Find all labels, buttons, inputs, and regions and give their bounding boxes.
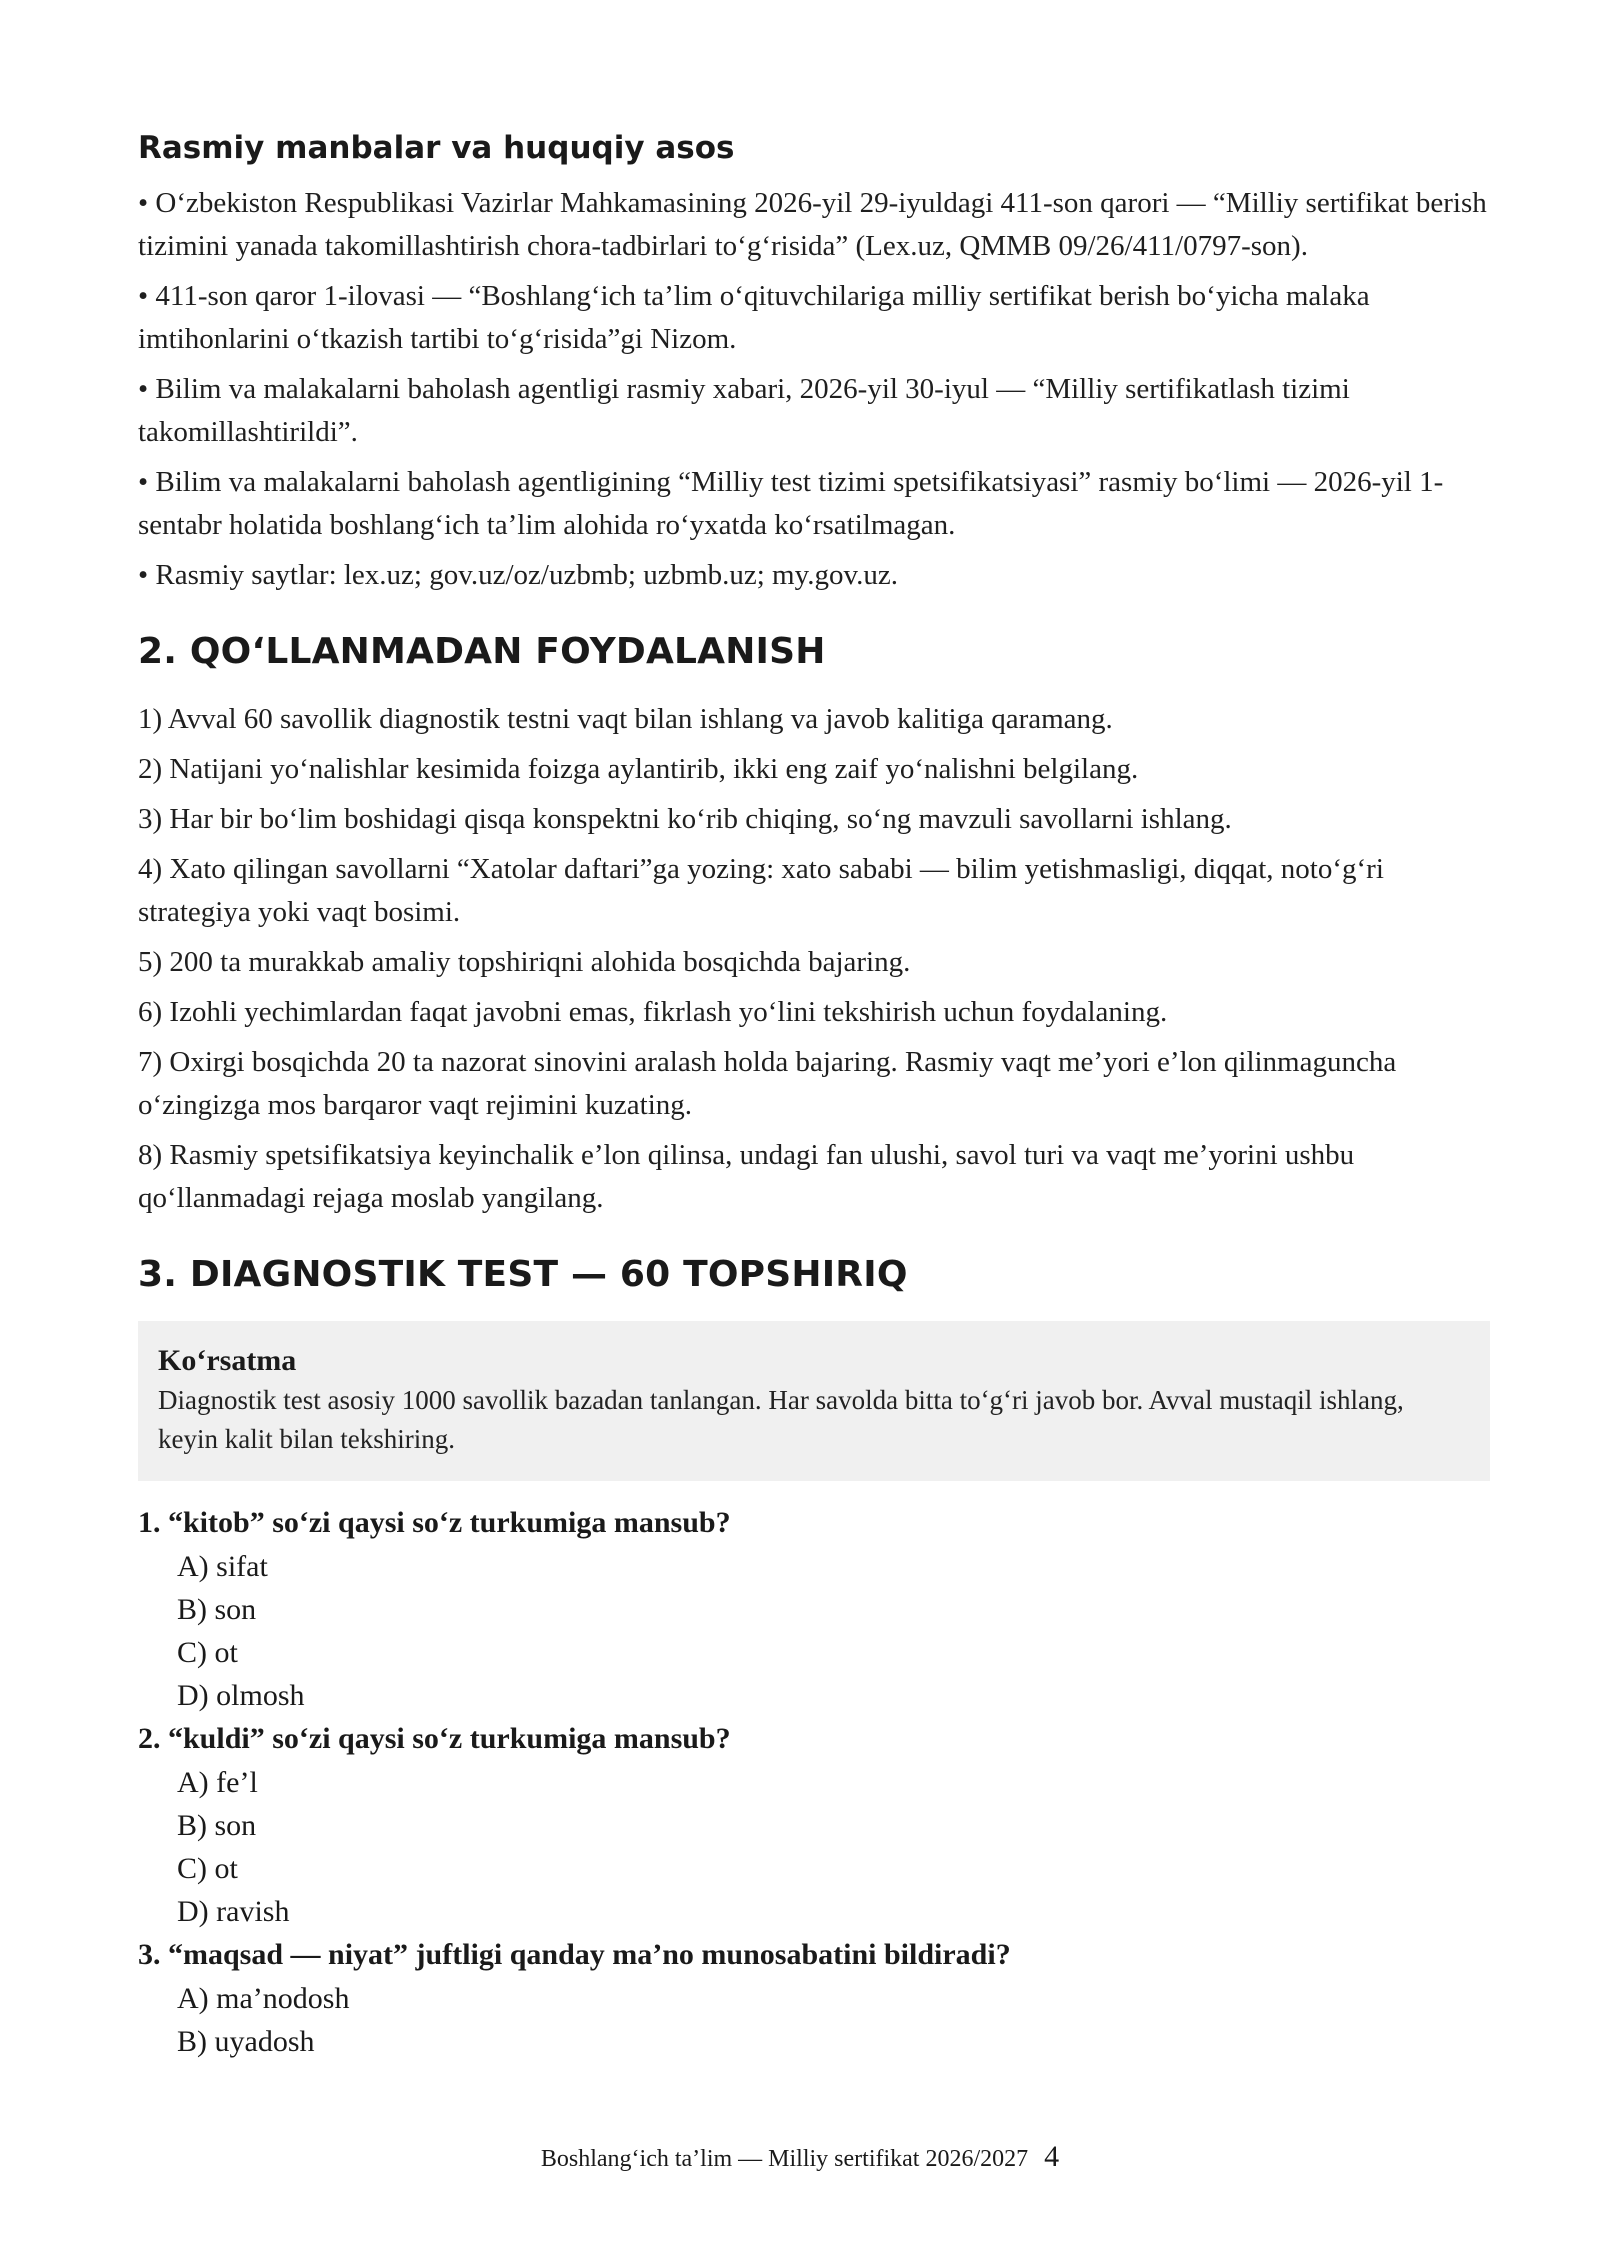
usage-step: 1) Avval 60 savollik diagnostik testni vaqt bilan ishlang va javob kalitiga qaramang.: [138, 703, 1113, 735]
question-block: [138, 1501, 1490, 1717]
instruction-title: Ko‘rsatma: [158, 1344, 297, 1377]
usage-step: 8) Rasmiy spetsifikatsiya keyinchalik e’lon qilinsa, undagi fan ulushi, savol turi va vaqt me’yorini ushbu qo‘llanmadagi rejaga moslab yangilang.: [138, 1139, 1355, 1214]
question-text: 1. “kitob” so‘zi qaysi so‘z turkumiga mansub?: [138, 1506, 731, 1539]
usage-step: 5) 200 ta murakkab amaliy topshiriqni alohida bosqichda bajaring.: [138, 946, 911, 978]
question-text: 3. “maqsad — niyat” juftligi qanday ma’no munosabatini bildiradi?: [138, 1938, 1011, 1971]
source-item: • Rasmiy saytlar: lex.uz; gov.uz/oz/uzbmb; uzbmb.uz; my.gov.uz.: [138, 559, 898, 591]
usage-section-heading: 2. QO‘LLANMADAN FOYDALANISH: [138, 631, 826, 672]
question-block: [138, 1933, 1490, 2063]
footer-text: Boshlang‘ich ta’lim — Milliy sertifikat 2026/2027: [540, 2146, 1029, 2172]
answer-option: B) son: [177, 1809, 257, 1842]
usage-step: 2) Natijani yo‘nalishlar kesimida foizga aylantirib, ikki eng zaif yo‘nalishni belgilang.: [138, 753, 1139, 785]
sources-heading: Rasmiy manbalar va huquqiy asos: [138, 130, 735, 166]
source-item: • 411-son qaror 1-ilovasi — “Boshlang‘ich ta’lim o‘qituvchilariga milliy sertifikat berish bo‘yicha malaka imtihonlarini o‘tkazish tartibi to‘g‘risida”gi Nizom.: [138, 280, 1370, 355]
usage-step: 6) Izohli yechimlardan faqat javobni emas, fikrlash yo‘lini tekshirish uchun foydalaning.: [138, 996, 1168, 1028]
answer-option: A) ma’nodosh: [177, 1982, 350, 2015]
answer-option: D) ravish: [177, 1895, 290, 1928]
source-item: • Bilim va malakalarni baholash agentligi rasmiy xabari, 2026-yil 30-iyul — “Milliy sertifikatlash tizimi takomillashtirildi”.: [138, 373, 1350, 448]
source-item: • Bilim va malakalarni baholash agentligining “Milliy test tizimi spetsifikatsiyasi” rasmiy bo‘limi — 2026-yil 1-sentabr holatida boshlang‘ich ta’lim alohida ro‘yxatda ko‘rsatilmagan.: [138, 466, 1444, 541]
answer-option: B) uyadosh: [177, 2025, 315, 2058]
answer-option: B) son: [177, 1593, 257, 1626]
page-footer: [0, 2140, 1600, 2174]
answer-option: A) fe’l: [177, 1766, 258, 1799]
question-block: [138, 1717, 1490, 1933]
instruction-box: [138, 1321, 1490, 1481]
answer-option: C) ot: [177, 1636, 238, 1669]
question-text: 2. “kuldi” so‘zi qaysi so‘z turkumiga mansub?: [138, 1722, 731, 1755]
instruction-text: Diagnostik test asosiy 1000 savollik bazadan tanlangan. Har savolda bitta to‘g‘ri javob bor. Avval mustaqil ishlang, keyin kalit bilan tekshiring.: [158, 1385, 1404, 1454]
page-number: 4: [1044, 2140, 1060, 2173]
answer-option: D) olmosh: [177, 1679, 305, 1712]
diagnostic-section-heading: 3. DIAGNOSTIK TEST — 60 TOPSHIRIQ: [138, 1254, 908, 1295]
usage-step: 4) Xato qilingan savollarni “Xatolar daftari”ga yozing: xato sababi — bilim yetishmasligi, diqqat, noto‘g‘ri strategiya yoki vaqt bosimi.: [138, 853, 1384, 928]
answer-option: A) sifat: [177, 1550, 268, 1583]
answer-option: C) ot: [177, 1852, 238, 1885]
source-item: • O‘zbekiston Respublikasi Vazirlar Mahkamasining 2026-yil 29-iyuldagi 411-son qarori — “Milliy sertifikat berish tizimini yanada takomillashtirish chora-tadbirlari to‘g‘risida” (Lex.uz, QMMB 09/26/411/0797-son).: [138, 187, 1487, 262]
usage-step: 7) Oxirgi bosqichda 20 ta nazorat sinovini aralash holda bajaring. Rasmiy vaqt me’yori e’lon qilinmaguncha o‘zingizga mos barqaror vaqt rejimini kuzating.: [138, 1046, 1397, 1121]
usage-step: 3) Har bir bo‘lim boshidagi qisqa konspektni ko‘rib chiqing, so‘ng mavzuli savollarni ishlang.: [138, 803, 1232, 835]
